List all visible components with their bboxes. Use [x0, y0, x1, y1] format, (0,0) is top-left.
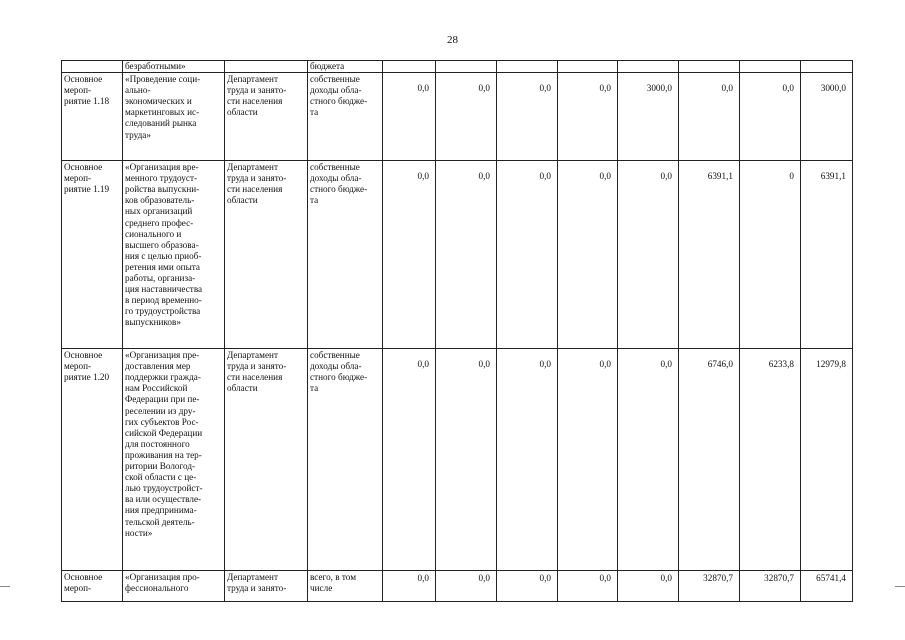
cell-value: 0 — [740, 161, 801, 349]
cell-source: бюджета — [308, 61, 383, 73]
cell-value — [558, 61, 618, 73]
table-row-continuation — [62, 61, 853, 73]
table-row — [62, 571, 853, 602]
cell-executor: Департамент труда и занято- — [225, 571, 308, 602]
cell-value: 12979,8 — [801, 349, 853, 571]
cell-value — [801, 61, 853, 73]
cell-value: 0,0 — [618, 161, 679, 349]
cell-value: 32870,7 — [679, 571, 740, 602]
cell-type: Основное мероп- — [62, 571, 123, 602]
cell-value: 6391,1 — [679, 161, 740, 349]
cell-executor — [225, 61, 308, 73]
cell-name: «Организация вре- менного трудоуст- ройства выпускни- ков образователь- ных организаций среднего профес- сионального и высшего образова- ния с целью приоб- ретения ими опыта работы, организа- ция наставничества в период временно- го трудоустройства выпускников» — [123, 161, 225, 349]
cell-value — [383, 61, 436, 73]
cell-value: 0,0 — [383, 73, 436, 161]
cell-source: собственные доходы обла- стного бюдже- та — [308, 349, 383, 571]
cell-value: 6746,0 — [679, 349, 740, 571]
page-number: 28 — [447, 34, 458, 46]
budget-table — [61, 60, 853, 602]
cell-name: «Организация пре- доставления мер поддержки гражда- нам Российской Федерации при пе- реселении из дру- гих субъектов Рос- сийской Федерации для постоянного проживания на тер- ритории Вологод- ской области с це- лью трудоустройст- ва или осуществле- ния предпринима- тельской деятель- ности» — [123, 349, 225, 571]
cell-executor: Департамент труда и занято- сти населения области — [225, 161, 308, 349]
table-row — [62, 161, 853, 349]
cell-type: Основное мероп- риятие 1.18 — [62, 73, 123, 161]
scan-edge-mark — [0, 586, 10, 587]
table-row — [62, 73, 853, 161]
cell-name: «Организация про- фессионального — [123, 571, 225, 602]
cell-value: 0,0 — [436, 73, 497, 161]
cell-value — [436, 61, 497, 73]
cell-executor: Департамент труда и занято- сти населения области — [225, 73, 308, 161]
cell-value: 32870,7 — [740, 571, 801, 602]
cell-value: 6233,8 — [740, 349, 801, 571]
cell-value: 0,0 — [383, 349, 436, 571]
cell-source: собственные доходы обла- стного бюдже- та — [308, 73, 383, 161]
cell-value: 0,0 — [383, 161, 436, 349]
cell-value — [618, 61, 679, 73]
cell-value: 0,0 — [618, 571, 679, 602]
cell-source: всего, в том числе — [308, 571, 383, 602]
cell-value: 0,0 — [497, 349, 558, 571]
cell-name: безработными» — [123, 61, 225, 73]
cell-value: 0,0 — [383, 571, 436, 602]
cell-value: 0,0 — [740, 73, 801, 161]
cell-value — [740, 61, 801, 73]
cell-value: 0,0 — [558, 349, 618, 571]
cell-value: 0,0 — [558, 73, 618, 161]
cell-value: 0,0 — [436, 161, 497, 349]
cell-name: «Проведение соци- ально- экономических и маркетинговых ис- следований рынка труда» — [123, 73, 225, 161]
cell-type: Основное мероп- риятие 1.20 — [62, 349, 123, 571]
cell-value: 0,0 — [679, 73, 740, 161]
cell-value — [679, 61, 740, 73]
cell-value: 0,0 — [497, 571, 558, 602]
cell-executor: Департамент труда и занято- сти населения области — [225, 349, 308, 571]
cell-value: 6391,1 — [801, 161, 853, 349]
cell-value — [497, 61, 558, 73]
cell-type — [62, 61, 123, 73]
cell-value: 0,0 — [436, 349, 497, 571]
cell-value: 0,0 — [497, 73, 558, 161]
cell-value: 0,0 — [618, 349, 679, 571]
cell-source: собственные доходы обла- стного бюдже- та — [308, 161, 383, 349]
cell-value: 0,0 — [558, 571, 618, 602]
cell-value: 0,0 — [497, 161, 558, 349]
scan-edge-mark — [895, 586, 905, 587]
cell-value: 3000,0 — [801, 73, 853, 161]
cell-value: 65741,4 — [801, 571, 853, 602]
table-row — [62, 349, 853, 571]
cell-value: 0,0 — [436, 571, 497, 602]
cell-value: 3000,0 — [618, 73, 679, 161]
cell-type: Основное мероп- риятие 1.19 — [62, 161, 123, 349]
cell-value: 0,0 — [558, 161, 618, 349]
